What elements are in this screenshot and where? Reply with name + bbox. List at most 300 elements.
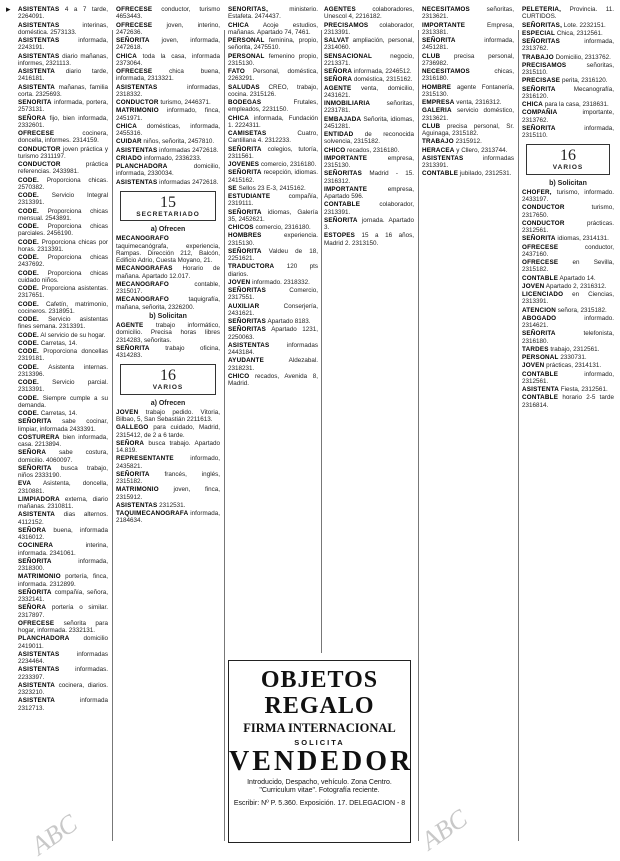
ad-keyword: ASISTENTA: [18, 68, 56, 75]
ad-keyword: CONDUCTOR: [116, 99, 159, 106]
ad-keyword: SEÑORITA: [18, 464, 52, 472]
classified-ad: [18, 465, 108, 480]
ad-keyword: PERSONAL: [228, 37, 265, 44]
classified-ad: [422, 147, 514, 154]
classified-ad: [18, 177, 108, 192]
ad-text: servicio doméstico, 2313621.: [422, 107, 514, 122]
classified-ad: [18, 68, 108, 83]
ad-keyword: OFRECESE: [18, 619, 55, 627]
classified-ad: [522, 291, 614, 306]
ad-keyword: SEÑORITAS: [228, 318, 267, 325]
ad-text: Cafetín, matrimonio, cocineros. 2318951.: [18, 300, 108, 315]
ad-keyword: CODE.: [18, 348, 39, 355]
ad-keyword: EMPRESA: [422, 99, 455, 106]
objetos-regalo-ad: [228, 660, 414, 843]
ad-text: Apartado 1231, 2250063.: [228, 326, 318, 341]
ad-keyword: TARDES: [522, 345, 549, 353]
ad-keyword: CODE.: [18, 192, 39, 199]
subsection-label: a) Ofrecen: [150, 399, 186, 407]
ad-text: informada 2312713.: [18, 697, 108, 712]
ad-text: informadas 2234464.: [18, 650, 108, 665]
ad-text: dias alternos. 4112152.: [18, 511, 108, 526]
ad-text: informada, portera, 2573131.: [18, 99, 108, 114]
ad-keyword: ASISTENTA: [522, 386, 560, 393]
ad-keyword: CODE.: [18, 363, 39, 371]
ad-text: Proporciona chicas por horas. 2313391.: [18, 238, 108, 253]
classified-ad: [18, 340, 108, 347]
ad-keyword: PLANCHADORA: [18, 635, 70, 643]
classified-ad: [18, 130, 108, 145]
ad-vendedor: VENDEDOR: [229, 746, 414, 777]
ad-keyword: SEÑORITA: [522, 330, 556, 338]
classified-ad: [116, 179, 220, 186]
ad-text: comercio, 2316180.: [253, 224, 311, 231]
ad-keyword: LICENCIADO: [522, 291, 564, 298]
ad-text: práctica referencias. 2433981.: [18, 161, 108, 176]
ad-keyword: CONTABLE: [522, 370, 559, 378]
ad-text: Siempre cumple a su demanda.: [18, 394, 108, 409]
ad-keyword: ESPECIAL: [522, 29, 556, 37]
classified-ad: [18, 379, 108, 394]
classified-ad: [116, 502, 220, 509]
ad-keyword: SALUDAS: [228, 83, 260, 91]
ad-keyword: EMBAJADA: [324, 115, 362, 123]
ad-keyword: CHOFER,: [522, 188, 552, 196]
ad-text: 2312531.: [157, 501, 186, 509]
ad-text: informada, 2243191.: [18, 37, 108, 52]
ad-keyword: AGENTES: [324, 6, 356, 13]
ad-text: Provincia. 11. CURTIDOS.: [522, 6, 614, 21]
ad-text: Apartado 2, 2316312.: [544, 282, 607, 290]
ad-keyword: GALERIA: [422, 107, 452, 115]
ad-text: Lote. 2232151.: [562, 21, 606, 29]
ad-text: francés, inglés, 2315182.: [116, 470, 220, 485]
ad-keyword: CONTABLE: [324, 201, 361, 209]
ad-firm: FIRMA INTERNACIONAL: [243, 721, 396, 735]
ad-text: Sellos 23 E-3, 2415162.: [236, 184, 306, 192]
ad-keyword: BODEGAS: [228, 99, 262, 106]
ad-text: Proporciona chicas. 2570382.: [18, 176, 108, 191]
classified-ad: [116, 155, 220, 162]
classified-ad: [422, 53, 514, 68]
ad-text: Chica, 2312561.: [555, 29, 603, 37]
ad-keyword: ASISTENTAS: [422, 154, 464, 162]
ad-keyword: SEÑORITA: [116, 470, 150, 478]
column-3: [228, 6, 318, 646]
ad-text: busca trabajo. Apartado 14.819.: [116, 439, 220, 454]
ad-body: Introducido, Despacho, vehículo. Zona Centro. "Curriculum vitae". Fotografía reciente.: [247, 779, 392, 794]
ad-keyword: REPRESENTANTE: [116, 455, 174, 463]
ad-keyword: ESTUDIANTE: [228, 193, 271, 200]
column-6: [522, 6, 614, 843]
ad-keyword: ASISTENTA: [18, 83, 56, 91]
ad-keyword: CONDUCTOR: [18, 145, 61, 153]
ad-keyword: CUIDAR: [116, 138, 142, 146]
classified-ad: [522, 38, 614, 53]
ad-keyword: CHICA: [522, 101, 543, 108]
section-header: [120, 191, 216, 221]
ad-text: sabe costura, domicilio. 4060097.: [18, 449, 108, 464]
ad-text: Empresa, 2313381.: [422, 21, 514, 36]
classified-ad: [228, 224, 318, 231]
ad-keyword: SEÑORITAS: [522, 38, 561, 45]
ad-keyword: GALLEGO: [116, 424, 149, 432]
ad-keyword: SEÑORITA: [18, 418, 52, 426]
ad-text: perita, 2316120.: [560, 77, 608, 85]
ad-keyword: OFRECESE: [522, 243, 559, 251]
classified-ad: [18, 161, 108, 176]
ad-text: Horario de mañana. Apartado 12.017.: [116, 265, 220, 280]
classified-ad: [18, 115, 108, 130]
classified-ad: [522, 204, 614, 219]
classified-ad: [18, 496, 108, 511]
ad-text: ampliación, personal, 2314060.: [324, 37, 414, 52]
ad-text: busca trabajo, niños 2333190.: [18, 464, 108, 479]
ad-keyword: MATRIMONIO: [116, 486, 159, 494]
ad-text: chicas, 2316180.: [422, 68, 514, 83]
classified-ad: [324, 131, 414, 146]
classified-ad: [522, 394, 614, 409]
ad-text: Comercio, 2317551.: [228, 287, 318, 302]
ad-keyword: SEÑORITA: [522, 124, 556, 132]
ad-text: Al servicio de su hogar.: [38, 331, 106, 339]
classified-ad: [228, 303, 318, 318]
ad-keyword: PERSONAL: [522, 354, 559, 361]
ad-text: trabajo informático, domicilio. Precisa horas libres 2314283, señoritas.: [116, 322, 220, 344]
classified-ad: [228, 146, 318, 161]
section-number: 16: [560, 147, 576, 165]
ad-keyword: CRIADO: [116, 154, 143, 162]
ad-keyword: SEÑORA: [18, 526, 47, 534]
ad-keyword: AUXILIAR: [228, 302, 260, 310]
ad-text: feminina, propio, señorita, 2475510.: [228, 37, 318, 52]
classified-ad: [522, 101, 614, 108]
ad-text: colaboradores, Unescol 4, 2216182.: [324, 6, 414, 21]
classified-ad: [228, 263, 318, 278]
ad-keyword: JOVEN: [228, 278, 251, 286]
classified-ad: [18, 527, 108, 542]
ad-keyword: SE: [228, 184, 237, 192]
ad-text: Asistenta, doncella, 2310881.: [18, 480, 108, 495]
ad-keyword: CONTABLE: [522, 274, 559, 282]
ad-text: compañía, señora, 2332141.: [18, 588, 108, 603]
ad-keyword: SEÑORITA: [522, 235, 556, 243]
ad-keyword: SEÑORITA: [522, 85, 556, 93]
ad-keyword: CHICA: [228, 21, 249, 29]
ad-text: para cuidado, Madrid, 2315412, de 2 a 6 tarde.: [116, 424, 220, 439]
ad-keyword: SEÑORITA: [228, 145, 262, 153]
classified-ad: [18, 620, 108, 635]
classified-ad: [324, 100, 414, 115]
ad-keyword: MECANOGRAFO: [116, 235, 169, 243]
ad-text: cocinera, doncella, informes. 2314159.: [18, 130, 108, 145]
ad-keyword: SEÑORITA: [228, 208, 262, 216]
classified-ad: [18, 434, 108, 449]
ad-text: conductor, 2437160.: [522, 243, 614, 258]
ad-keyword: EVA: [18, 480, 32, 488]
ad-keyword: SEÑORITA: [228, 169, 262, 177]
classified-ad: [324, 186, 414, 201]
classified-ad: [422, 68, 514, 83]
ad-text: venta, 2316312.: [454, 99, 502, 106]
ad-keyword: NECESITAMOS: [422, 68, 470, 75]
ad-text: fijo, bien informada, 2332601.: [18, 114, 108, 129]
classified-ad: [522, 30, 614, 37]
section-number: 15: [160, 193, 176, 211]
section-number: 16: [160, 367, 176, 385]
ad-keyword: CHICA: [116, 122, 137, 130]
classified-ad: [18, 558, 108, 573]
ad-text: informada, 2451281.: [422, 37, 514, 52]
ad-keyword: COMPAÑIA: [522, 109, 558, 117]
classified-ad: [228, 209, 318, 224]
classified-ad: [116, 22, 220, 37]
classified-ad: [522, 275, 614, 282]
ad-keyword: SENORITA: [18, 99, 52, 106]
classified-ad: [228, 84, 318, 99]
classified-ad: [522, 330, 614, 345]
ad-text: colegios, tutoría, 2311561.: [228, 145, 318, 160]
ad-text: Proporciona chicas mensual. 2543891.: [18, 207, 108, 222]
ad-text: taquigrafía, mañana, señorita, 2326200.: [116, 296, 220, 311]
ad-text: Servicio asistentas fines semana. 2313391.: [18, 316, 108, 331]
classified-ad: [116, 455, 220, 470]
classified-ad: [522, 189, 614, 204]
ad-text: joven práctica y turismo 2311197.: [18, 145, 108, 160]
ad-text: Proporciona chicas parciales. 2456190.: [18, 223, 108, 238]
ad-text: CREO, trabajo, cocina. 2315126.: [228, 83, 318, 98]
classified-ad: [324, 232, 414, 247]
classified-ad: [116, 345, 220, 360]
ad-keyword: LIMPIADORA: [18, 495, 60, 503]
section-header: [526, 144, 610, 174]
classified-ad: [18, 332, 108, 339]
classified-ad: [522, 62, 614, 77]
classified-ad: [18, 635, 108, 650]
classified-ad: [116, 281, 220, 296]
ad-keyword: SEÑORA: [18, 604, 47, 612]
ad-keyword: SENSACIONAL: [324, 52, 373, 60]
classified-ad: [522, 86, 614, 101]
ad-text: empresa, 2315130.: [324, 154, 414, 169]
ad-text: 15 a 16 años, Madrid 2. 2313150.: [324, 232, 414, 247]
classified-ad: [18, 573, 108, 588]
ad-keyword: CONTABLE: [522, 394, 559, 402]
ad-text: empresa, Apartado 596.: [324, 185, 414, 200]
classified-ad: [116, 6, 220, 21]
ad-keyword: TRABAJO: [422, 138, 454, 146]
ad-text: domicilio, informada, 2330034.: [116, 163, 220, 178]
classified-ad: [18, 604, 108, 619]
classified-ad: [18, 223, 108, 238]
classified-ad: [18, 316, 108, 331]
ad-text: Proporciona chicas 2437692.: [18, 254, 108, 269]
ad-keyword: PELETERIA,: [522, 6, 562, 13]
ad-text: Personal, doméstica, 2263291.: [228, 68, 318, 83]
classified-ad: [116, 471, 220, 486]
classified-ad: [228, 232, 318, 247]
ad-keyword: ASISTENTAS: [228, 341, 270, 349]
ad-text: joven, finca, 2315912.: [116, 486, 220, 501]
ad-text: precisa personal, 2736982.: [422, 52, 514, 67]
ad-keyword: CODE.: [18, 207, 39, 215]
ad-text: horario 2-5 tarde 2316814.: [522, 394, 614, 409]
classified-ad: [228, 342, 318, 357]
subsection-label: b) Solicitan: [549, 179, 587, 187]
ad-keyword: CODE.: [18, 300, 39, 308]
classified-ad: [18, 418, 108, 433]
ad-text: mañanas, familia corta. 2325693.: [18, 83, 108, 98]
classified-ad: [324, 37, 414, 52]
classified-ad: [18, 589, 108, 604]
ad-keyword: JOVEN: [116, 408, 139, 416]
classified-ad: [18, 254, 108, 269]
ad-text: informado, 2336233.: [142, 154, 202, 162]
ad-keyword: ASISTENTAS: [18, 21, 60, 29]
ad-text: chica buena, informada, 2313321.: [116, 68, 220, 83]
ad-text: en Ciencias, 2313391.: [522, 291, 614, 306]
classified-ad: [18, 99, 108, 114]
ad-keyword: SEÑORA: [116, 439, 145, 447]
ad-text: informadas 2472618.: [157, 146, 219, 154]
classified-ad: [228, 115, 318, 130]
ad-keyword: ASISTENTAS: [116, 83, 158, 91]
ad-keyword: TRADUCTORA: [228, 263, 275, 271]
ad-text: turismo, informado. 2433197.: [522, 188, 614, 203]
subsection-label: a) Ofrecen: [150, 226, 186, 233]
ad-keyword: CONTABLE: [422, 170, 459, 178]
ad-headline: OBJETOS REGALO: [260, 667, 379, 719]
ad-keyword: MATRIMONIO: [18, 573, 61, 581]
classified-ad: [18, 511, 108, 526]
ad-text: turismo, 2317650.: [522, 204, 614, 219]
ad-text: idiomas, 2314131.: [555, 235, 609, 243]
classified-ad: [324, 85, 414, 100]
ad-keyword: JOVENES: [228, 161, 260, 168]
ad-text: Carretas, 14.: [38, 410, 78, 417]
section-header: [120, 364, 216, 394]
classified-ad: [116, 440, 220, 455]
ad-text: jornada. Apartado 3.: [324, 216, 414, 231]
ad-keyword: CODE.: [18, 254, 39, 261]
classified-ad: [18, 208, 108, 223]
classified-ad: [228, 169, 318, 184]
ad-text: 2330731.: [558, 354, 587, 361]
ad-text: agente Fontanería, 2315130.: [422, 83, 514, 98]
classified-ad: [116, 296, 220, 311]
ad-keyword: CHICOS: [228, 224, 254, 231]
classified-ad: [228, 318, 318, 325]
ad-text: 4 a 7 tarde, 2264091.: [18, 6, 108, 21]
ad-text: interinas, doméstica. 2573133.: [18, 21, 108, 36]
ad-text: informada, 2184634.: [116, 510, 220, 525]
ad-keyword: TAQUIMECANOGRAFA: [116, 510, 189, 517]
classified-ad: [522, 244, 614, 259]
ad-text: Proporciona asistentas. 2317651.: [18, 285, 108, 300]
classified-ad: [522, 346, 614, 353]
ad-text: sabe cocinar, limpiar, informada 2433391.: [18, 418, 108, 433]
column-5: [422, 6, 514, 843]
classified-ad: [18, 682, 108, 697]
section-label: SECRETARIADO: [136, 210, 200, 218]
ad-keyword: PLANCHADORA: [116, 163, 168, 170]
classified-ad: [228, 37, 318, 52]
ad-keyword: SEÑORA: [18, 449, 47, 457]
ad-keyword: OFRECESE: [18, 130, 55, 137]
ad-keyword: HOMBRE: [422, 83, 452, 91]
classified-ad: [522, 109, 614, 124]
classified-ad: [228, 99, 318, 114]
classified-ad: [228, 357, 318, 372]
ad-keyword: CODE.: [18, 410, 39, 417]
classified-ad: [324, 147, 414, 154]
ad-keyword: SEÑORITA: [228, 247, 262, 255]
classified-ad: [522, 259, 614, 274]
ad-keyword: SEÑORITA: [18, 588, 52, 596]
ad-text: Mecanografía, 2316120.: [522, 85, 614, 100]
ad-keyword: MECANOGRAFO: [116, 280, 169, 288]
classified-ad: [228, 373, 318, 388]
ad-text: diario tarde, 2416181.: [18, 68, 108, 83]
ad-text: y Cllero, 2313744.: [454, 146, 508, 154]
classified-ad: [18, 348, 108, 363]
ad-keyword: ASISTENTAS: [18, 6, 60, 13]
ad-keyword: PERSONAL: [228, 52, 265, 60]
classified-ad: [18, 449, 108, 464]
ad-text: Frutales, empleados, 2231150.: [228, 99, 318, 114]
ad-keyword: MECANOGRAFO: [116, 296, 169, 304]
ad-keyword: SALVAT: [324, 37, 349, 44]
ad-text: domicilio 2419011.: [18, 635, 108, 650]
ad-text: Madrid - 15. 2316312.: [324, 170, 414, 185]
classified-ad: [522, 235, 614, 242]
classified-ad: [324, 53, 414, 68]
ad-text: negocio, 2213371.: [324, 52, 414, 67]
ad-text: conductor, turismo 4653443.: [116, 6, 220, 21]
ad-keyword: COCINERA: [18, 542, 54, 550]
ad-text: Servicio parcial. 2313391.: [18, 379, 108, 394]
section-label: VARIOS: [552, 164, 584, 172]
classified-ad: [422, 6, 514, 21]
ad-keyword: ASISTENTAS: [116, 501, 158, 509]
classified-ad: [18, 22, 108, 37]
ad-text: Fiesta, 2312561.: [559, 386, 608, 393]
classified-ad: [422, 37, 514, 52]
column-4: [324, 6, 414, 646]
ad-keyword: JOVEN: [522, 362, 545, 370]
classified-ad: [18, 666, 108, 681]
ad-text: externa, diario mañanas. 2310811.: [18, 495, 108, 510]
ad-keyword: SEÑORITAS,: [522, 21, 563, 29]
classified-ad: [522, 125, 614, 140]
ad-keyword: CODE.: [18, 394, 39, 402]
ad-keyword: SEÑORITAS: [228, 287, 267, 294]
ad-keyword: OFRECESE: [522, 259, 559, 266]
ad-text: en Sevilla, 2315182.: [522, 259, 614, 274]
ad-keyword: IMPORTANTE: [324, 185, 368, 193]
classified-ad: [228, 22, 318, 37]
ad-text: portería, finca, informada. 2312899.: [18, 573, 108, 588]
ad-text: trabajo, 2312561.: [548, 345, 600, 353]
classified-ad: [228, 53, 318, 68]
ad-text: Conserjería, 2431621.: [228, 302, 318, 317]
ad-text: niños, señorita, 2457810.: [141, 138, 215, 146]
ad-keyword: ATENCION: [522, 306, 557, 314]
classified-ad: [116, 99, 220, 106]
ad-keyword: CONDUCTOR: [522, 219, 565, 227]
classified-ad: [422, 170, 514, 177]
classified-ad: [116, 123, 220, 138]
